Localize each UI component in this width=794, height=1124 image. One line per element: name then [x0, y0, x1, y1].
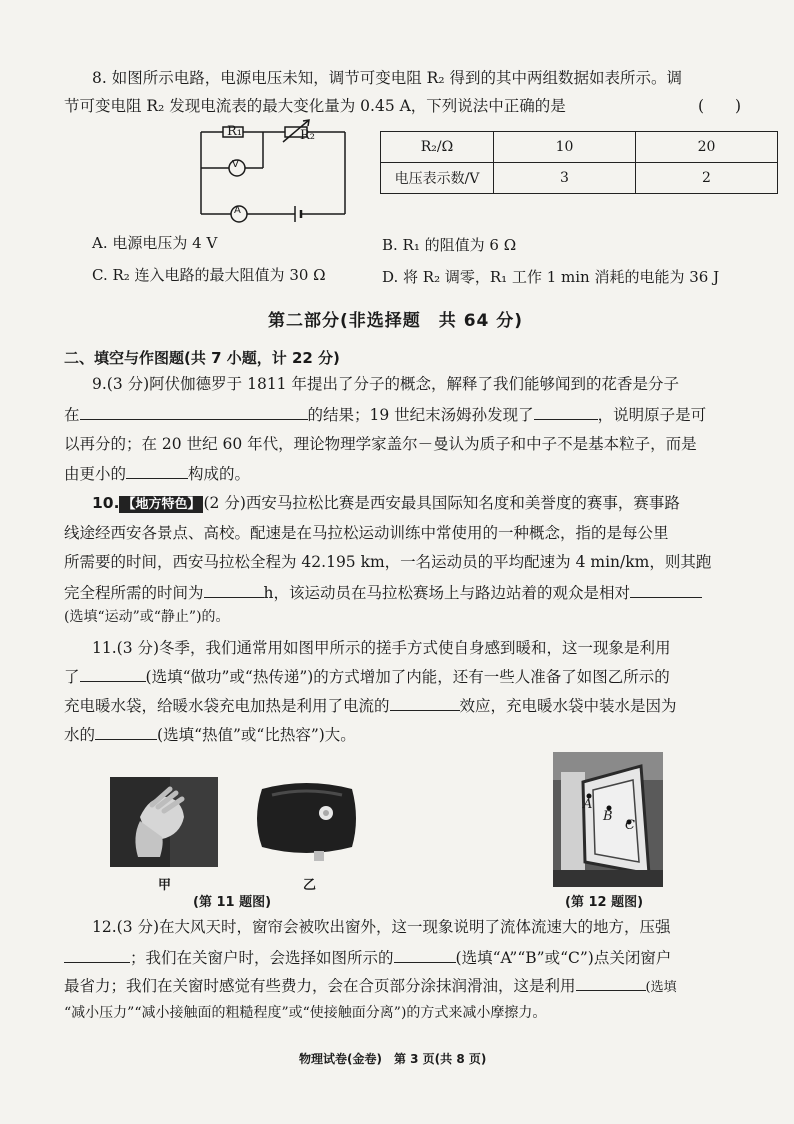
q12-line1: 12.(3 分)在大风天时，窗帘会被吹出窗外，这一现象说明了流体流速大的地方，压强 — [92, 918, 671, 936]
photo-rubbing-hands — [110, 777, 218, 867]
q10-number: 10. — [92, 494, 120, 512]
q10-text: h，该运动员在马拉松赛场上与路边站着的观众是相对 — [263, 584, 631, 602]
q11-text: 效应，充电暖水袋中装水是因为 — [459, 697, 677, 715]
q9-line1: 9.(3 分)阿伏伽德罗于 1811 年提出了分子的概念，解释了我们能够闻到的花香是分子 — [92, 375, 679, 393]
q8-data-table — [380, 131, 778, 194]
fig12-caption: (第 12 题图) — [565, 895, 644, 910]
q11-text: 水的 — [64, 726, 96, 744]
table-row — [381, 132, 778, 163]
q12-blank-2[interactable] — [394, 947, 456, 963]
fig12-point-a: A — [583, 797, 593, 812]
local-feature-tag: 【地方特色】 — [119, 496, 203, 513]
q10-line1 — [92, 493, 680, 515]
section-fill-in-heading: 二、填空与作图题(共 7 小题，计 22 分) — [64, 349, 340, 367]
q11-text: (选填“热值”或“比热容”)大。 — [157, 726, 356, 744]
q8-option-a: A. 电源电压为 4 V — [92, 234, 218, 252]
q10-blank-1[interactable] — [204, 582, 264, 598]
q9-text: 构成的。 — [188, 465, 251, 483]
table-row — [381, 163, 778, 194]
fig12-point-c: C — [625, 818, 635, 833]
q8-circuit-diagram — [195, 118, 355, 226]
table-cell: 电压表示数/V — [381, 163, 494, 194]
photo-hot-water-bag — [248, 775, 364, 867]
q12-line3 — [64, 975, 677, 998]
q9-text: ，说明原子是可 — [597, 406, 707, 424]
part2-title: 第二部分(非选择题 共 64 分) — [268, 311, 524, 331]
q12-text: (选填“A”“B”或“C”)点关闭窗户 — [455, 949, 672, 967]
table-cell: 3 — [494, 163, 636, 194]
q12-blank-3[interactable] — [576, 975, 646, 991]
q8-answer-bracket: ( ) — [698, 97, 742, 115]
q10-text: (2 分)西安马拉松比赛是西安最具国际知名度和美誉度的赛事，赛事路 — [203, 494, 680, 512]
table-cell: 20 — [636, 132, 778, 163]
q11-line4 — [64, 724, 356, 745]
q9-blank-3[interactable] — [126, 463, 188, 479]
q12-text: (选填 — [645, 980, 677, 995]
q8-option-b: B. R₁ 的阻值为 6 Ω — [382, 236, 517, 254]
q10-line2: 线途经西安各景点、高校。配速是在马拉松运动训练中常使用的一种概念，指的是每公里 — [64, 524, 669, 542]
q10-line5: (选填“运动”或“静止”)的。 — [64, 609, 230, 625]
fig11-label-jia: 甲 — [158, 878, 172, 893]
voltmeter-symbol: V — [232, 159, 239, 170]
table-cell: 10 — [494, 132, 636, 163]
q11-text: 充电暖水袋，给暖水袋充电加热是利用了电流的 — [64, 697, 390, 715]
fig11-caption: (第 11 题图) — [193, 895, 272, 910]
q12-text: ；我们在关窗户时，会选择如图所示的 — [130, 949, 394, 967]
page-footer: 物理试卷(金卷) 第 3 页(共 8 页) — [299, 1052, 487, 1066]
q9-blank-1[interactable] — [80, 404, 308, 420]
ammeter-symbol: A — [234, 205, 241, 216]
q11-text: (选填“做功”或“热传递”)的方式增加了内能，还有一些人准备了如图乙所示的 — [145, 668, 670, 686]
q12-line4: “减小压力”“减小接触面的粗糙程度”或“使接触面分离”)的方式来减小摩擦力。 — [64, 1005, 547, 1021]
q10-text: 完全程所需的时间为 — [64, 584, 204, 602]
q8-line2: 节可变电阻 R₂ 发现电流表的最大变化量为 0.45 A，下列说法中正确的是 — [64, 97, 566, 115]
q12-line2 — [64, 947, 671, 968]
q10-line4 — [64, 582, 702, 603]
q11-blank-1[interactable] — [80, 666, 146, 682]
table-cell: R₂/Ω — [381, 132, 494, 163]
q9-line4 — [64, 463, 250, 484]
q9-line3: 以再分的；在 20 世纪 60 年代，理论物理学家盖尔－曼认为质子和中子不是基本粒子，而是 — [64, 435, 697, 453]
q8-line1: 8. 如图所示电路，电源电压未知，调节可变电阻 R₂ 得到的其中两组数据如表所示。调 — [92, 69, 682, 87]
q12-blank-1[interactable] — [64, 947, 130, 963]
fig11-label-yi: 乙 — [303, 878, 317, 893]
table-cell: 2 — [636, 163, 778, 194]
q8-option-c: C. R₂ 连入电路的最大阻值为 30 Ω — [92, 266, 326, 284]
q9-blank-2[interactable] — [534, 404, 598, 420]
q11-line3 — [64, 695, 677, 716]
q11-blank-2[interactable] — [390, 695, 460, 711]
q11-blank-3[interactable] — [95, 724, 157, 740]
q9-line2 — [64, 404, 706, 425]
q9-text: 在 — [64, 406, 80, 424]
q8-option-d: D. 将 R₂ 调零，R₁ 工作 1 min 消耗的电能为 36 J — [382, 268, 720, 286]
fig12-point-b: B — [603, 809, 613, 824]
q9-text: 由更小的 — [64, 465, 127, 483]
q11-text: 了 — [64, 668, 80, 686]
q10-line3: 所需要的时间，西安马拉松全程为 42.195 km，一名运动员的平均配速为 4 min/km，则其跑 — [64, 553, 712, 571]
q9-text: 的结果；19 世纪末汤姆孙发现了 — [307, 406, 534, 424]
q11-line2 — [64, 666, 670, 687]
circuit-label-r1: R₁ — [227, 124, 242, 139]
q12-text: 最省力；我们在关窗时感觉有些费力，会在合页部分涂抹润滑油，这是利用 — [64, 977, 576, 995]
q11-line1: 11.(3 分)冬季，我们通常用如图甲所示的搓手方式使自身感到暖和，这一现象是利用 — [92, 639, 671, 657]
q10-blank-2[interactable] — [630, 582, 702, 598]
circuit-label-r2: R₂ — [300, 128, 315, 143]
